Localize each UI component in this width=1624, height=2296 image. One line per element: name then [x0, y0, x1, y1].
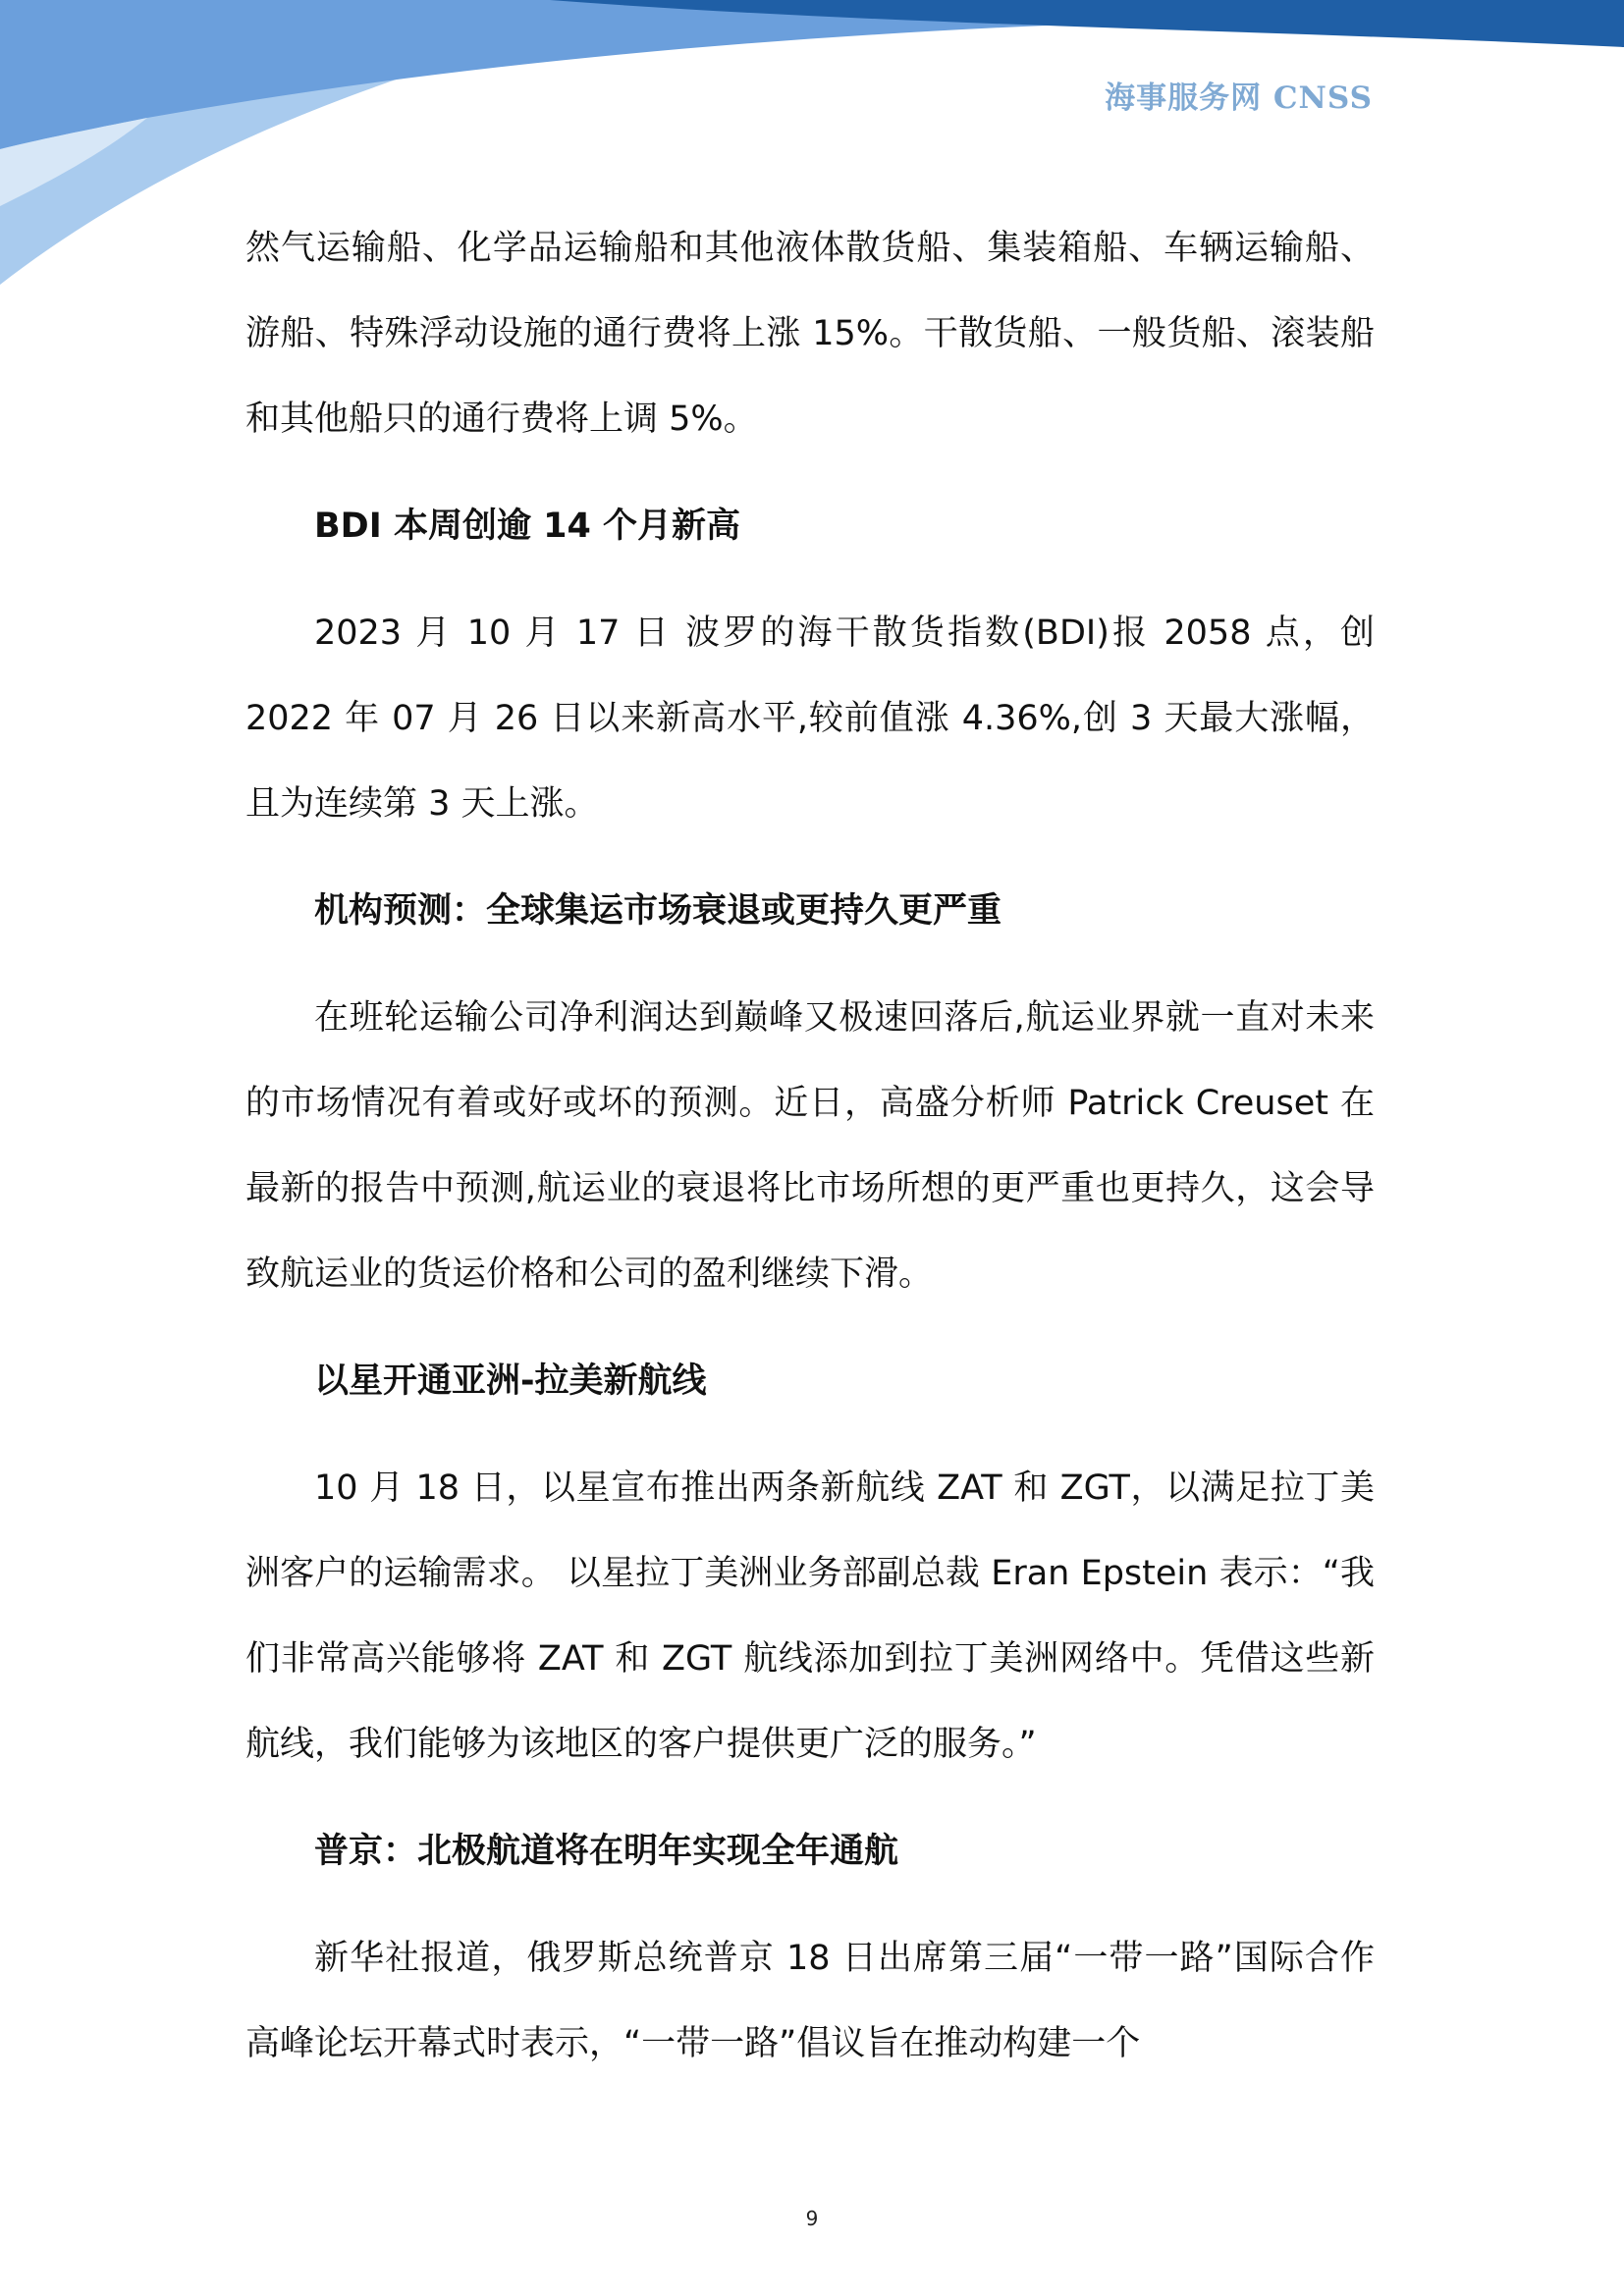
section-body-arctic: 新华社报道，俄罗斯总统普京 18 日出席第三届“一带一路”国际合作高峰论坛开幕式时表示，“一带一路”倡议旨在推动构建一个 — [245, 1939, 1375, 2063]
section-heading-zim-route: 以星开通亚洲-拉美新航线 — [314, 1362, 707, 1401]
section-body-bdi: 2023 月 10 月 17 日 波罗的海干散货指数(BDI)报 2058 点，创 2022 年 07 月 26 日以来新高水平,较前值涨 4.36%,创 3 天最大涨幅，且为连续第 3 天上涨。 — [245, 614, 1375, 824]
section-body-forecast: 在班轮运输公司净利润达到巅峰又极速回落后,航运业界就一直对未来的市场情况有着或好或坏的预测。近日，高盛分析师 Patrick Creuset 在最新的报告中预测,航运业的衰退将比市场所想的更严重也更持久，这会导致航运业的货运价格和公司的盈利继续下滑。 — [245, 998, 1375, 1294]
article-body — [245, 206, 1375, 2087]
section-heading-forecast: 机构预测：全球集运市场衰退或更持久更严重 — [314, 891, 1002, 931]
brand-title: 海事服务网 CNSS — [1105, 80, 1373, 116]
section-body-zim-route: 10 月 18 日，以星宣布推出两条新航线 ZAT 和 ZGT，以满足拉丁美洲客户的运输需求。 以星拉丁美洲业务部副总裁 Eran Epstein 表示：“我们非常高兴能够将 ZAT 和 ZGT 航线添加到拉丁美洲网络中。凭借这些新航线，我们能够为该地区的客户提供更广泛的服务。” — [245, 1468, 1375, 1764]
intro-paragraph: 然气运输船、化学品运输船和其他液体散货船、集装箱船、车辆运输船、游船、特殊浮动设施的通行费将上涨 15%。干散货船、一般货船、滚装船和其他船只的通行费将上调 5%。 — [245, 229, 1375, 439]
page-number: 9 — [805, 2207, 819, 2230]
section-heading-arctic: 普京：北极航道将在明年实现全年通航 — [314, 1832, 899, 1871]
section-heading-bdi: BDI 本周创逾 14 个月新高 — [314, 507, 741, 546]
